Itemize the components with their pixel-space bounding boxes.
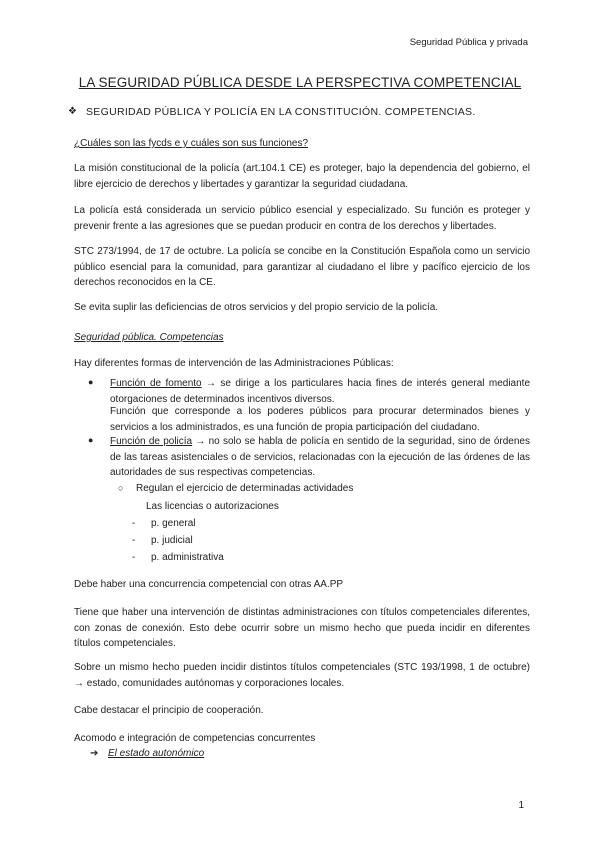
dash-marker: - xyxy=(132,535,136,546)
intro-line: Hay diferentes formas de intervención de las Administraciones Públicas: xyxy=(74,358,394,369)
licencias-line: Las licencias o autorizaciones xyxy=(146,501,279,512)
paragraph: STC 273/1994, de 17 de octubre. La policía se concibe en la Constitución Española como un servicio público esencial para la comunidad, para garantizar al ciudadano el libre y pacífico ejercicio de los derechos reconocidos en la CE. xyxy=(74,246,530,288)
question-heading: ¿Cuáles son las fycds e y cuáles son sus funciones? xyxy=(74,138,309,149)
paragraph: Sobre un mismo hecho pueden incidir distintos títulos competenciales (STC 193/1998, 1 de octubre) → estado, comunidades autónomas y corporaciones locales. xyxy=(74,662,530,689)
diamond-bullet-icon: ❖ xyxy=(68,106,77,117)
circle-item-text: Regulan el ejercicio de determinadas actividades xyxy=(136,483,354,494)
paragraph: Debe haber una concurrencia competencial con otras AA.PP xyxy=(74,579,344,590)
page-number: 1 xyxy=(518,800,524,811)
paragraph: La policía está considerada un servicio público esencial y especializado. Su función es proteger y prevenir frente a las agresiones que se puedan producir en contra de los derechos y libertades. xyxy=(74,205,530,232)
bullet-term: Función de fomento xyxy=(110,378,202,389)
bullet-dot-icon: ● xyxy=(88,435,94,445)
circle-bullet-icon: ○ xyxy=(118,483,124,493)
running-header: Seguridad Pública y privada xyxy=(409,37,528,48)
paragraph: Tiene que haber una intervención de distintas administraciones con títulos competenciales diferentes, con zonas de conexión. Esto debe ocurrir sobre un mismo hecho que pueda incidir en diferentes títulos competenciales. xyxy=(74,607,530,649)
bullet-term: Función de policía xyxy=(110,436,193,447)
subheading: Seguridad pública. Competencias xyxy=(74,332,224,343)
dash-marker: - xyxy=(132,518,136,529)
arrow-icon: ➔ xyxy=(90,748,99,759)
bullet-dot-icon: ● xyxy=(88,377,94,387)
paragraph: Acomodo e integración de competencias concurrentes xyxy=(74,733,316,744)
dash-marker: - xyxy=(132,552,136,563)
bullet-text: → no solo se habla de policía en sentido de la seguridad, sino de órdenes de las tareas asistenciales o de servicios, relacionadas con la ejecución de las órdenes de las autoridades de sus respectivas competencias. xyxy=(110,436,530,478)
dash-item: p. administrativa xyxy=(151,552,224,563)
paragraph: Se evita suplir las deficiencias de otros servicios y del propio servicio de la policía. xyxy=(74,302,439,313)
dash-item: p. general xyxy=(151,518,196,529)
dash-item: p. judicial xyxy=(151,535,193,546)
paragraph: Cabe destacar el principio de cooperación. xyxy=(74,705,264,716)
bullet-text: → se dirige a los particulares hacia fines de interés general mediante otorgaciones de determinados incentivos diversos. xyxy=(110,378,531,405)
bullet-extra-text: Función que corresponde a los poderes públicos para procurar determinados bienes y servicios a los administrados, es una función de propia participación del ciudadano. xyxy=(110,406,530,433)
page-title: LA SEGURIDAD PÚBLICA DESDE LA PERSPECTIVA COMPETENCIAL xyxy=(78,75,522,90)
arrow-item-text: El estado autonómico xyxy=(108,748,205,759)
bullet-item-policia xyxy=(110,434,530,481)
bullet-item-fomento xyxy=(110,376,530,407)
section-heading: SEGURIDAD PÚBLICA Y POLICÍA EN LA CONSTITUCIÓN. COMPETENCIAS. xyxy=(86,106,476,118)
paragraph: La misión constitucional de la policía (art.104.1 CE) es proteger, bajo la dependencia del gobierno, el libre ejercicio de derechos y libertades y garantizar la seguridad ciudadana. xyxy=(74,163,530,190)
